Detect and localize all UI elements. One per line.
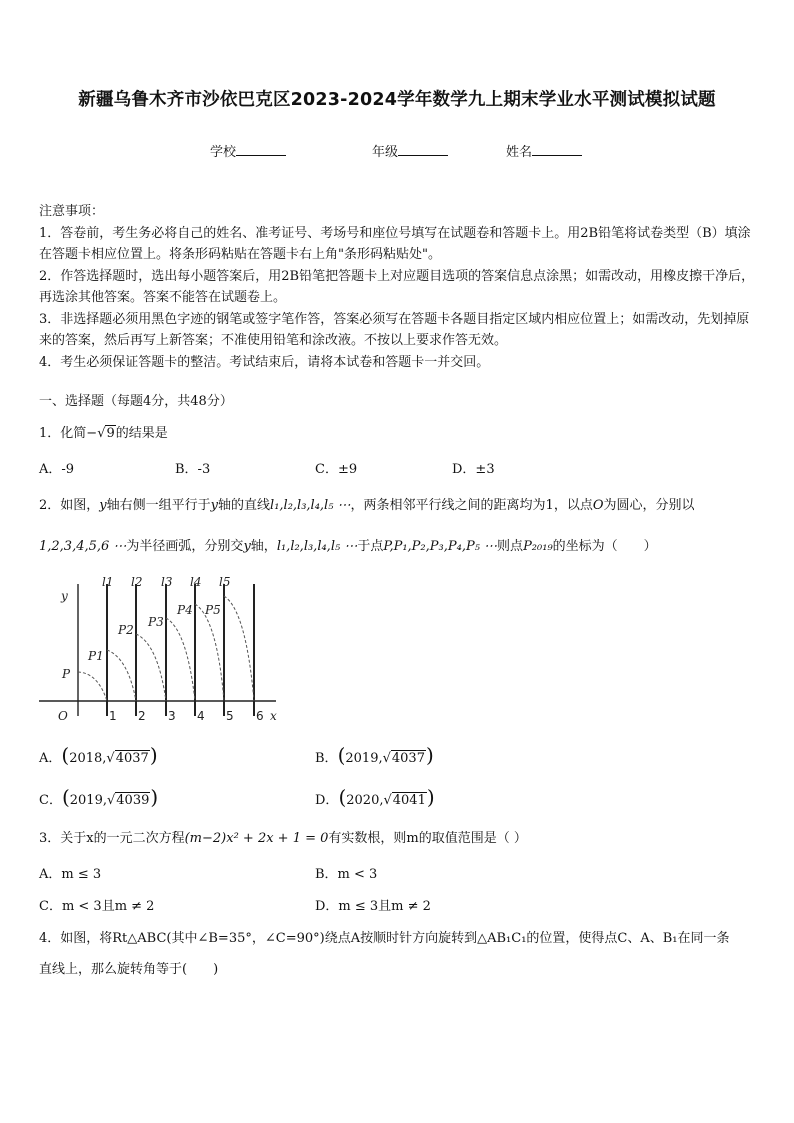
point-p5: P5 [205, 603, 221, 617]
q3-text: 有实数根，则m的取值范围是（ ） [328, 831, 527, 846]
q2-math: l₁,l₂,l₃,l₄,l₅ ⋯ [270, 498, 351, 513]
note-item: 2．作答选择题时，选出每小题答案后，用2B铅笔把答题卡上对应题目选项的答案信息点涂黑；如需改动，用橡皮擦干净后，再选涂其他答案。答案不能答在试题卷上。 [39, 268, 755, 305]
option-radicand: 4041 [392, 793, 426, 808]
question-4-line-1: 4．如图，将Rt△ABC(其中∠B=35°，∠C=90°)绕点A按顺时针方向旋转到△AB₁C₁的位置，使得点C、A、B₁在同一条 [39, 931, 730, 946]
q3-equation: (m−2)x² + 2x + 1 = 0 [184, 831, 329, 846]
grade-blank[interactable] [398, 143, 448, 156]
name-blank[interactable] [532, 143, 582, 156]
name-field[interactable] [506, 141, 582, 160]
q2-math: l₁,l₂,l₃,l₄,l₅ ⋯ [276, 539, 358, 554]
note-item: 1．答卷前，考生务必将自己的姓名、准考证号、考场号和座位号填写在试题卷和答题卡上。用2B铅笔将试卷类型（B）填涂在答题卡相应位置上。将条形码粘贴在答题卡右上角"条形码粘贴处"。 [39, 225, 751, 262]
grade-field[interactable] [372, 141, 448, 160]
note-item: 3．非选择题必须用黑色字迹的钢笔或签字笔作答，答案必须写在答题卡各题目指定区域内相应位置上；如需改动，先划掉原来的答案，然后再写上新答案；不准使用铅笔和涂改液。不按以上要求作答无效。 [39, 311, 750, 348]
point-p2: P2 [118, 623, 134, 637]
q2-option-a[interactable]: A．(2018,√4037) [39, 743, 158, 767]
q2-option-b[interactable]: B．(2019,√4037) [315, 743, 434, 767]
y-axis-label: y [61, 589, 68, 603]
notes-heading: 注意事项： [39, 204, 105, 219]
q3-option-c[interactable]: C．m < 3且m ≠ 2 [39, 899, 155, 914]
q1-neg: − [86, 426, 98, 441]
label-l1: l1 [102, 575, 114, 589]
question-2-figure [36, 574, 286, 726]
q2-text: 轴的直线 [218, 498, 271, 513]
option-letter: A． [39, 751, 62, 766]
arc-3 [136, 634, 166, 701]
option-radicand: 4037 [391, 751, 425, 766]
grade-label: 年级 [372, 145, 399, 160]
school-blank[interactable] [236, 143, 286, 156]
option-letter: D． [315, 793, 339, 808]
label-l5: l5 [219, 575, 231, 589]
notes-block [39, 201, 761, 373]
q3-option-d[interactable]: D．m ≤ 3且m ≠ 2 [315, 899, 431, 914]
q3-option-b[interactable]: B．m < 3 [315, 867, 378, 882]
q2-math: y [99, 498, 107, 513]
q2-text: 轴右侧一组平行于 [106, 498, 211, 513]
x-axis-label: x [270, 709, 277, 723]
school-field[interactable] [210, 141, 286, 160]
q1-stem-post: 的结果是 [115, 426, 168, 441]
school-label: 学校 [210, 145, 237, 160]
sqrt-sign: √ [97, 426, 106, 441]
q1-option-d[interactable]: D．±3 [452, 462, 495, 477]
x-tick: 3 [168, 709, 176, 723]
option-x: 2020, [346, 793, 384, 808]
q2-math: 1,2,3,4,5,6 ⋯ [39, 539, 127, 554]
arc-5 [195, 604, 224, 701]
section-heading: 一、选择题（每题4分，共48分） [39, 394, 233, 409]
q3-option-a[interactable]: A．m ≤ 3 [39, 867, 102, 882]
label-l4: l4 [190, 575, 202, 589]
origin-label: O [58, 709, 68, 723]
q2-option-c[interactable]: C．(2019,√4039) [39, 785, 159, 809]
label-l2: l2 [131, 575, 143, 589]
q3-text: 3．关于x的一元二次方程 [39, 831, 185, 846]
q2-math: O [592, 498, 604, 513]
q2-text: 的坐标为（ ） [552, 539, 657, 554]
option-letter: B． [315, 751, 338, 766]
q2-text: 为半径画弧，分别交 [126, 539, 244, 554]
option-x: 2018, [69, 751, 107, 766]
option-x: 2019, [69, 793, 107, 808]
q1-stem-pre: 1．化简 [39, 426, 87, 441]
q2-text: 则点 [497, 539, 524, 554]
note-item: 4．考生必须保证答题卡的整洁。考试结束后，请将本试卷和答题卡一并交回。 [39, 354, 490, 370]
point-p4: P4 [177, 603, 193, 617]
question-1-stem [39, 422, 168, 441]
point-p1: P1 [88, 649, 104, 663]
x-tick: 1 [109, 709, 117, 723]
x-tick: 6 [256, 709, 264, 723]
name-label: 姓名 [506, 145, 533, 160]
arc-1 [78, 672, 107, 701]
label-l3: l3 [161, 575, 173, 589]
option-radicand: 4037 [115, 751, 149, 766]
q2-math: y [210, 498, 219, 513]
q2-math: P,P₁,P₂,P₃,P₄,P₅ ⋯ [383, 539, 498, 554]
option-letter: C． [39, 793, 62, 808]
question-2-line-2 [39, 535, 657, 554]
q2-math: P₂₀₁₉ [523, 539, 553, 554]
q2-option-d[interactable]: D．(2020,√4041) [315, 785, 435, 809]
arc-6 [224, 596, 254, 701]
x-tick: 5 [226, 709, 234, 723]
q2-text: 为圆心，分别以 [603, 498, 695, 513]
q2-text: 轴， [250, 539, 277, 554]
x-tick: 2 [138, 709, 146, 723]
q1-option-b[interactable]: B．-3 [175, 462, 211, 477]
point-p: P [62, 667, 71, 681]
x-tick: 4 [197, 709, 205, 723]
q2-text: 2．如图， [39, 498, 100, 513]
q2-text: ，两条相邻平行线之间的距离均为1，以点 [350, 498, 593, 513]
q1-option-c[interactable]: C．±9 [315, 462, 358, 477]
option-x: 2019, [345, 751, 383, 766]
question-2-line-1 [39, 494, 695, 513]
q1-radicand: 9 [106, 426, 115, 441]
question-4-line-2: 直线上，那么旋转角等于( ) [39, 962, 219, 977]
page-title: 新疆乌鲁木齐市沙依巴克区2023-2024学年数学九上期末学业水平测试模拟试题 [78, 90, 716, 110]
arc-2 [107, 650, 136, 701]
question-3-stem [39, 827, 527, 846]
q2-text: 于点 [357, 539, 384, 554]
q1-option-a[interactable]: A．-9 [39, 462, 75, 477]
arc-4 [166, 618, 195, 701]
option-radicand: 4039 [116, 793, 150, 808]
q2-math: y [243, 539, 251, 554]
point-p3: P3 [148, 615, 164, 629]
